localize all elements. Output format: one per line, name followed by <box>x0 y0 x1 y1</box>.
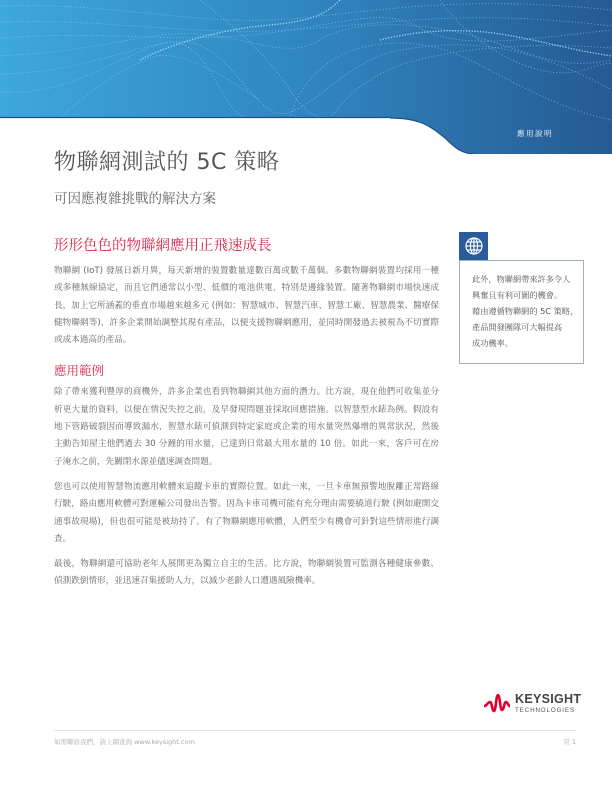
globe-icon <box>464 236 484 256</box>
page-subtitle: 可因應複雜挑戰的解決方案 <box>54 191 216 207</box>
document-type-label: 應用說明 <box>517 129 553 138</box>
callout-line: 此外，物聯網帶來許多令人 <box>472 274 571 284</box>
page-title: 物聯網測試的 5C 策略 <box>54 150 280 175</box>
header-banner <box>0 0 612 155</box>
keysight-logo <box>484 693 581 715</box>
section-heading-growth: 形形色色的物聯網應用正飛速成長 <box>54 238 272 254</box>
callout-line: 成功機率。 <box>472 338 513 348</box>
callout-line: 興奮且有利可圖的機會。 <box>472 290 563 300</box>
paragraph-water-meter: 除了帶來獲利豐厚的商機外，許多企業也看到物聯網其他方面的潛力。比方說，現在他們可收集並分析更大量的資料，以便在情況失控之前，及早發現問題並採取回應措施。以智慧型水錶為例。假設有地下管路破裂因而導致漏水，智慧水錶可偵測到特定家庭或企業的用水量突然爆增的異常狀況，然後主動告知屋主他們過去 30 分鐘的用水量，已達到日常最大用水量的 10 倍。如此一來，客戶可在房子淹水之前，先關閉水源並儘速調查問題。 <box>54 387 439 467</box>
logo-sub-text: TECHNOLOGIES <box>515 707 575 714</box>
callout-box <box>459 260 584 364</box>
keysight-wave-icon <box>484 693 510 715</box>
main-content <box>54 234 439 599</box>
sidebar-callout <box>459 232 584 364</box>
section-heading-examples: 應用範例 <box>54 363 105 379</box>
logo-brand-text: KEYSIGHT <box>515 692 582 706</box>
page-number: 頁 1 <box>563 738 576 746</box>
footer-contact-text: 如需聯絡我們，請上網查詢 www.keysight.com <box>54 738 195 746</box>
globe-badge <box>459 232 488 260</box>
callout-line: 產品開發團隊可大幅提高 <box>472 322 563 332</box>
footer-divider <box>54 730 576 731</box>
paragraph-logistics: 您也可以使用智慧物流應用軟體來追蹤卡車的實際位置。如此一來，一旦卡車無預警地脫離正常路線行駛，路由應用軟體可對運輸公司發出告警。因為卡車司機可能有充分理由需要繞道行駛 (例如避開交通事故現場)，但也很可能是被劫持了。有了物聯網應用軟體，人們至少有機會可針對這些情形進行調查。 <box>54 481 439 544</box>
paragraph-elderly: 最後，物聯網還可協助老年人展開更為獨立自主的生活。比方說，物聯網裝置可監測各種健康參數、偵測跌倒情形，並迅速召集援助人力，以減少老齡人口遭遇風險機率。 <box>54 559 439 587</box>
paragraph-intro: 物聯網 (IoT) 發展日新月異，每天新增的裝置數量達數百萬或數千萬個。多數物聯網裝置均採用一種或多種無線協定，而且它們通常以小型、低價的電池供電，特別是邊緣裝置。隨著物聯網市場快速成長，加上它所涵蓋的垂直市場越來越多元 (例如：智慧城市、智慧汽車、智慧工廠、智慧農業、醫療保健物聯網等)，許多企業開始調整其現有產品，以便支援物聯網應用，並同時開發過去被視為不切實際或成本過高的產品。 <box>54 266 439 346</box>
callout-line: 藉由遵循物聯網的 5C 策略， <box>472 306 579 316</box>
